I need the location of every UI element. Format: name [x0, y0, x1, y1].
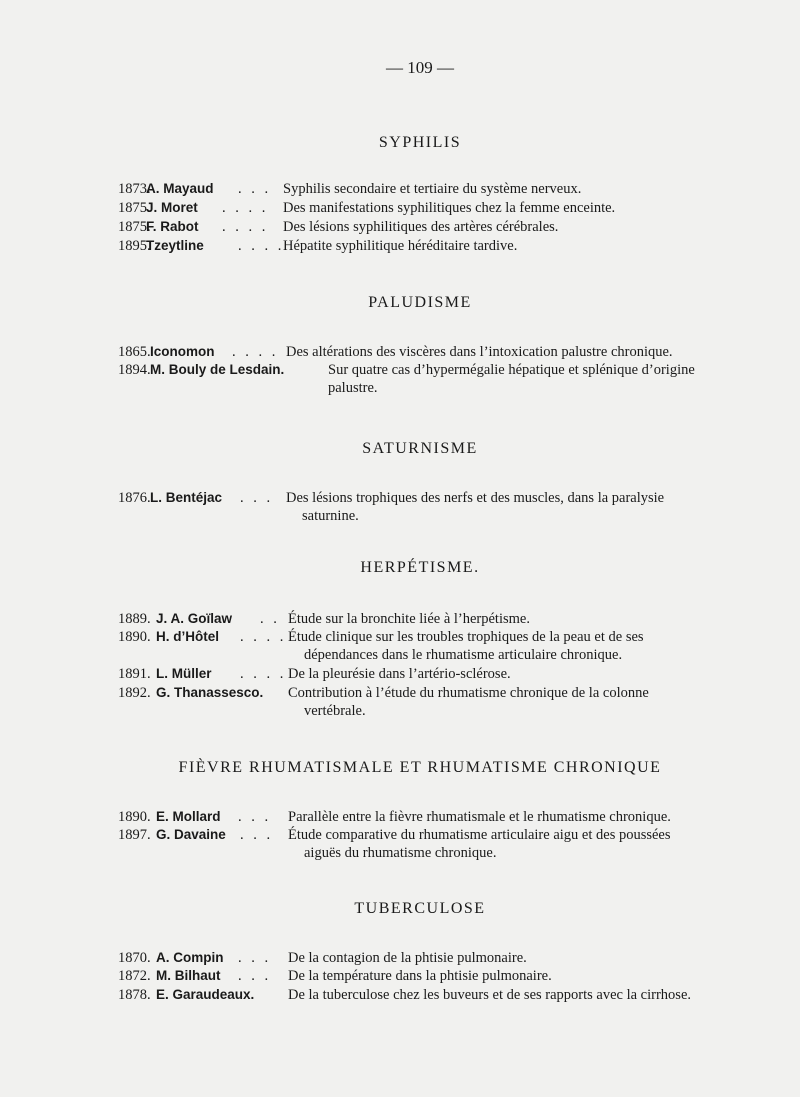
bibliography-entry [118, 180, 760, 198]
entry-year: 1895. [118, 238, 151, 254]
entry-year: 1870. [118, 950, 151, 966]
bibliography-entry [118, 361, 760, 397]
entry-author: Tzeytline [146, 238, 204, 253]
entry-author: A. Mayaud [146, 181, 214, 196]
entry-title: Étude comparative du rhumatisme articulaire aigu et des poussées aiguës du rhumatisme chronique. [288, 827, 671, 861]
bibliography-entry [118, 826, 760, 862]
entry-leader-dots: . . . [238, 968, 272, 984]
entry-title: Parallèle entre la fièvre rhumatismale et le rhumatisme chronique. [288, 809, 671, 825]
entry-year: 1891. [118, 666, 151, 682]
section-title-herpetisme: HERPÉTISME. [360, 559, 480, 576]
entry-leader-dots: . . . . [240, 629, 287, 645]
entry-author: F. Rabot [146, 219, 199, 234]
entry-leader-dots: . . . . [232, 344, 279, 360]
entry-title: Contribution à l’étude du rhumatisme chronique de la colonne vertébrale. [288, 685, 649, 719]
entry-author: G. Davaine [156, 827, 226, 842]
entry-author: L. Müller [156, 666, 212, 681]
entry-author: G. Thanassesco. [156, 685, 264, 700]
bibliography-entry [118, 199, 760, 217]
entry-leader-dots: . . . [238, 950, 272, 966]
entry-year: 1890. [118, 809, 151, 825]
entry-author: E. Mollard [156, 809, 221, 824]
bibliography-entry [118, 949, 760, 967]
entry-author: A. Compin [156, 950, 224, 965]
entry-title: Des lésions trophiques des nerfs et des muscles, dans la paralysie saturnine. [286, 490, 665, 524]
entry-author: J. Moret [146, 200, 198, 215]
entry-year: 1876. [118, 490, 151, 506]
entry-year: 1875. [118, 219, 151, 235]
entry-year: 1894. [118, 362, 151, 378]
entry-title: Sur quatre cas d’hypermégalie hépatique et splénique d’origine palustre. [328, 362, 695, 396]
section-title-fievre-rhumatismale: FIÈVRE RHUMATISMALE ET RHUMATISME CHRONIQUE [178, 759, 662, 776]
entry-year: 1892. [118, 685, 151, 701]
entry-title: De la pleurésie dans l’artério-sclérose. [288, 666, 511, 682]
bibliography-entry [118, 237, 760, 255]
entry-year: 1889. [118, 611, 151, 627]
entry-leader-dots: . . . [240, 827, 274, 843]
bibliography-entry [118, 489, 760, 525]
entry-year: 1897. [118, 827, 151, 843]
entry-year: 1875. [118, 200, 151, 216]
entry-title: Des lésions syphilitiques des artères cérébrales. [283, 219, 559, 235]
entry-title: Hépatite syphilitique héréditaire tardive. [283, 238, 518, 254]
section-title-syphilis: SYPHILIS [378, 134, 462, 151]
entry-author: M. Bilhaut [156, 968, 221, 983]
entry-leader-dots: . . . [240, 490, 274, 506]
entry-author: E. Garaudeaux. [156, 987, 255, 1002]
bibliography-entry [118, 628, 760, 664]
entry-title: Étude clinique sur les troubles trophiques de la peau et de ses dépendances dans le rhumatisme articulaire chronique. [288, 629, 644, 663]
entry-leader-dots: . . . . [240, 666, 287, 682]
entry-title: Syphilis secondaire et tertiaire du système nerveux. [283, 181, 582, 197]
entry-title: De la contagion de la phtisie pulmonaire. [288, 950, 527, 966]
entry-title: De la température dans la phtisie pulmonaire. [288, 968, 552, 984]
entry-author: J. A. Goïlaw [156, 611, 233, 626]
bibliography-entry [118, 343, 760, 361]
bibliography-entry [118, 967, 760, 985]
entry-title: Des manifestations syphilitiques chez la femme enceinte. [283, 200, 616, 216]
entry-leader-dots: . . . . [222, 200, 269, 216]
bibliography-entry [118, 610, 760, 628]
entry-year: 1872. [118, 968, 151, 984]
entry-year: 1873. [118, 181, 151, 197]
entry-author: Iconomon [150, 344, 215, 359]
entry-leader-dots: . . . . [238, 238, 285, 254]
entry-title: De la tuberculose chez les buveurs et de ses rapports avec la cirrhose. [288, 987, 692, 1003]
section-title-paludisme: PALUDISME [368, 294, 472, 311]
bibliography-entry [118, 665, 760, 683]
entry-year: 1878. [118, 987, 151, 1003]
bibliography-entry [118, 684, 760, 720]
section-title-tuberculose: TUBERCULOSE [354, 900, 486, 917]
entry-leader-dots: . . . . [222, 219, 269, 235]
bibliography-entry [118, 808, 760, 826]
entry-leader-dots: . . . [238, 181, 272, 197]
bibliography-entry [118, 986, 760, 1004]
page-number: — 109 — [386, 58, 454, 77]
entry-title: Des altérations des viscères dans l’intoxication palustre chronique. [286, 344, 673, 360]
entry-year: 1865. [118, 344, 151, 360]
entry-author: H. d’Hôtel [156, 629, 219, 644]
entry-author: L. Bentéjac [150, 490, 223, 505]
entry-author: M. Bouly de Lesdain. [150, 362, 285, 377]
entry-leader-dots: . . . [238, 809, 272, 825]
section-title-saturnisme: SATURNISME [362, 440, 478, 457]
entry-title: Étude sur la bronchite liée à l’herpétisme. [288, 611, 530, 627]
bibliography-entry [118, 218, 760, 236]
entry-leader-dots: . . [260, 611, 280, 627]
entry-year: 1890. [118, 629, 151, 645]
